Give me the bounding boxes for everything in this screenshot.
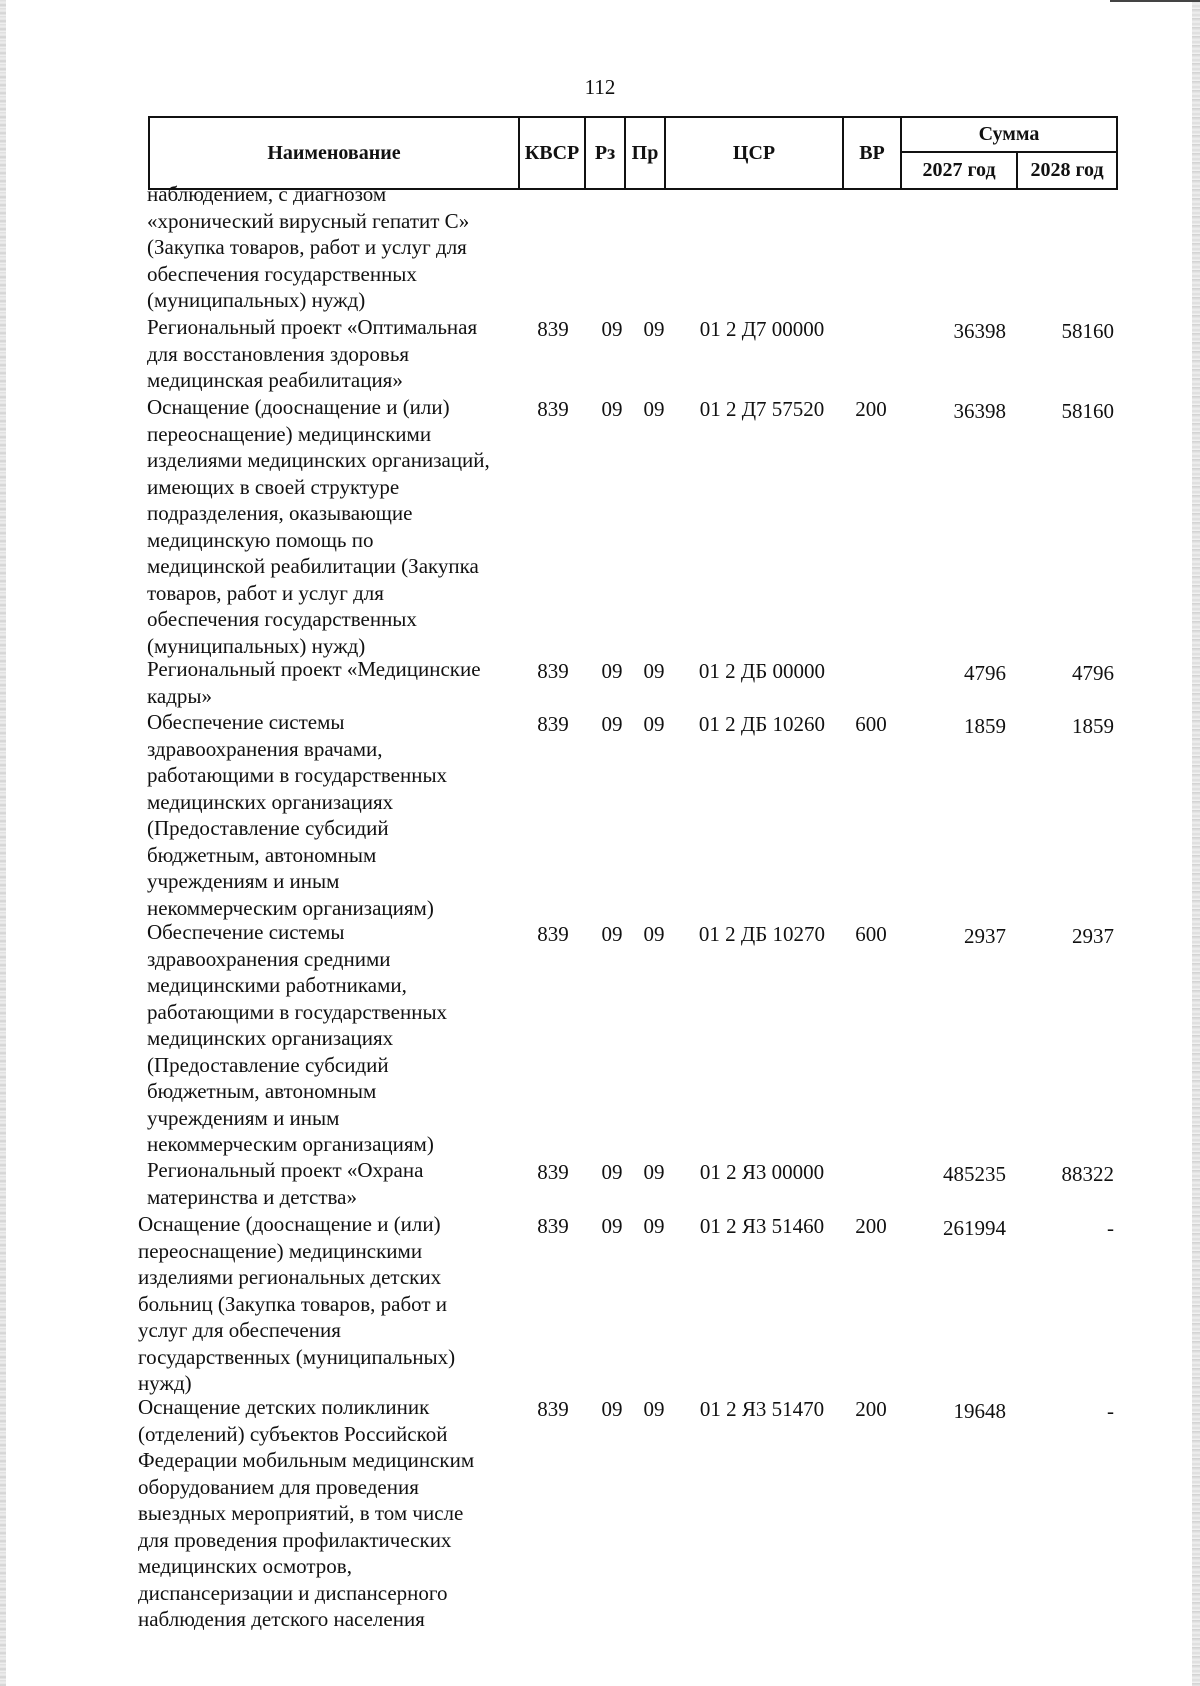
cell-vr: 200 xyxy=(855,397,887,421)
cell-pr: 09 xyxy=(643,1214,665,1238)
header-pr: Пр xyxy=(625,117,665,189)
cell-csr: 01 2 ДБ 00000 xyxy=(698,659,826,683)
row-name-line: имеющих в своей структуре xyxy=(147,474,400,499)
cell-pr: 09 xyxy=(643,922,665,946)
cell-rz: 09 xyxy=(601,397,623,421)
cell-2027: 1859 xyxy=(964,714,1006,738)
row-name-line: медицинских осмотров, xyxy=(138,1554,352,1578)
cell-2027: 485235 xyxy=(943,1162,1006,1186)
row-name-line: учреждениям и иным xyxy=(147,1105,340,1130)
cell-2028: 58160 xyxy=(1061,399,1114,423)
cell-2027: 19648 xyxy=(953,1399,1006,1423)
row-name-line: оборудованием для проведения xyxy=(138,1474,419,1499)
cell-kvsr: 839 xyxy=(537,317,569,341)
row-name-line: Оснащение детских поликлиник xyxy=(138,1395,430,1419)
row-name-line: для восстановления здоровья xyxy=(147,341,410,366)
cell-vr: 600 xyxy=(855,922,887,946)
cell-kvsr: 839 xyxy=(537,397,569,421)
page-number: 112 xyxy=(584,75,616,99)
cell-kvsr: 839 xyxy=(537,712,569,736)
scan-edge-right xyxy=(1192,0,1200,1686)
cell-rz: 09 xyxy=(601,317,623,341)
row-name-line: Федерации мобильным медицинским xyxy=(138,1448,475,1472)
cell-vr: 200 xyxy=(855,1214,887,1238)
cell-vr: 200 xyxy=(855,1397,887,1421)
row-name-line: для проведения профилактических xyxy=(138,1527,452,1552)
cell-2027: 261994 xyxy=(943,1216,1006,1240)
cell-kvsr: 839 xyxy=(537,659,569,683)
cell-2027: 4796 xyxy=(964,661,1006,685)
cell-rz: 09 xyxy=(601,1214,623,1238)
row-name-line: товаров, работ и услуг для xyxy=(147,580,384,605)
row-name-line: медицинской реабилитации (Закупка xyxy=(147,554,479,578)
cell-kvsr: 839 xyxy=(537,1397,569,1421)
cell-2028: 1859 xyxy=(1072,714,1114,738)
cell-rz: 09 xyxy=(601,1160,623,1184)
row-name-line: кадры» xyxy=(147,683,212,708)
row-name-line: обеспечения государственных xyxy=(147,261,417,286)
header-kvsr: КВСР xyxy=(519,117,585,189)
row-name-line: Региональный проект «Охрана xyxy=(147,1158,424,1182)
row-name-line: (муниципальных) нужд) xyxy=(147,633,366,658)
row-name-line: изделиями медицинских организаций, xyxy=(147,448,490,472)
cell-pr: 09 xyxy=(643,317,665,341)
row-name-line: наблюдения детского населения xyxy=(138,1607,425,1631)
cell-2027: 36398 xyxy=(953,399,1006,423)
cell-rz: 09 xyxy=(601,659,623,683)
cell-2028: 4796 xyxy=(1072,661,1114,685)
cell-2027: 2937 xyxy=(964,924,1006,948)
cell-rz: 09 xyxy=(601,1397,623,1421)
cell-csr: 01 2 Я3 00000 xyxy=(699,1160,825,1184)
row-name-line: медицинских организациях xyxy=(147,1026,394,1050)
cell-csr: 01 2 Я3 51460 xyxy=(699,1214,825,1238)
row-name-line: бюджетным, автономным xyxy=(147,842,377,867)
row-name-line: обеспечения государственных xyxy=(147,607,417,631)
header-sum: Сумма xyxy=(901,117,1117,152)
row-name-line: медицинская реабилитация» xyxy=(147,368,403,392)
row-name-line: Региональный проект «Медицинские xyxy=(147,657,481,681)
header-year-2027: 2027 год xyxy=(901,152,1017,189)
row-name-line: (Предоставление субсидий xyxy=(147,816,389,840)
header-year-2028: 2028 год xyxy=(1017,152,1117,189)
row-name-line: учреждениям и иным xyxy=(147,869,340,893)
cell-2028: - xyxy=(1107,1399,1114,1423)
cell-kvsr: 839 xyxy=(537,1160,569,1184)
row-name-line: изделиями региональных детских xyxy=(138,1265,442,1289)
row-name-line: переоснащение) медицинскими xyxy=(138,1238,423,1263)
cell-2028: 2937 xyxy=(1072,924,1114,948)
row-name-line: бюджетным, автономным xyxy=(147,1079,377,1103)
row-name-line: услуг для обеспечения xyxy=(138,1318,341,1342)
row-name-line: (отделений) субъектов Российской xyxy=(138,1421,448,1446)
cell-2027: 36398 xyxy=(953,319,1006,343)
cell-csr: 01 2 ДБ 10260 xyxy=(698,712,826,736)
row-name-line: Региональный проект «Оптимальная xyxy=(147,315,478,339)
header-vr: ВР xyxy=(843,117,901,189)
row-name-line: наблюдением, с диагнозом xyxy=(147,182,387,206)
cell-csr: 01 2 Д7 57520 xyxy=(699,397,825,421)
header-csr: ЦСР xyxy=(665,117,843,189)
scan-edge-left xyxy=(0,0,6,1686)
cell-pr: 09 xyxy=(643,712,665,736)
scan-top-line xyxy=(1110,0,1200,2)
row-name-line: Оснащение (дооснащение и (или) xyxy=(138,1212,441,1236)
row-name-line: некоммерческим организациям) xyxy=(147,895,434,920)
cell-rz: 09 xyxy=(601,712,623,736)
cell-pr: 09 xyxy=(643,1160,665,1184)
cell-2028: 88322 xyxy=(1061,1162,1114,1186)
row-name-line: Обеспечение системы xyxy=(147,920,345,944)
cell-2028: 58160 xyxy=(1061,319,1114,343)
row-name-line: некоммерческим организациям) xyxy=(147,1132,434,1156)
header-rz: Рз xyxy=(585,117,625,189)
row-name-line: медицинскую помощь по xyxy=(147,527,374,552)
row-name-line: государственных (муниципальных) xyxy=(138,1344,456,1369)
header-name: Наименование xyxy=(149,117,519,189)
cell-vr: 600 xyxy=(855,712,887,736)
cell-kvsr: 839 xyxy=(537,1214,569,1238)
row-name-line: (Закупка товаров, работ и услуг для xyxy=(147,235,467,259)
cell-kvsr: 839 xyxy=(537,922,569,946)
cell-2028: - xyxy=(1107,1216,1114,1240)
row-name-line: больниц (Закупка товаров, работ и xyxy=(138,1291,448,1316)
cell-rz: 09 xyxy=(601,922,623,946)
cell-pr: 09 xyxy=(643,397,665,421)
row-name-line: Обеспечение системы xyxy=(147,710,345,734)
cell-csr: 01 2 Д7 00000 xyxy=(699,317,825,341)
row-name-line: переоснащение) медицинскими xyxy=(147,421,432,446)
row-name-line: материнства и детства» xyxy=(147,1184,357,1209)
row-name-line: диспансеризации и диспансерного xyxy=(138,1580,448,1605)
row-name-line: подразделения, оказывающие xyxy=(147,501,413,525)
row-name-line: Оснащение (дооснащение и (или) xyxy=(147,395,450,419)
row-name-line: работающими в государственных xyxy=(147,763,448,787)
table-header xyxy=(148,116,1118,190)
row-name-line: нужд) xyxy=(138,1371,192,1395)
row-name-line: медицинскими работниками, xyxy=(147,973,407,997)
row-name-line: (Предоставление субсидий xyxy=(147,1052,389,1077)
row-name-line: «хронический вирусный гепатит С» xyxy=(147,208,470,233)
cell-csr: 01 2 Я3 51470 xyxy=(699,1397,825,1421)
row-name-line: выездных мероприятий, в том числе xyxy=(138,1501,464,1525)
row-name-line: здравоохранения врачами, xyxy=(147,736,383,761)
cell-csr: 01 2 ДБ 10270 xyxy=(698,922,826,946)
cell-pr: 09 xyxy=(643,659,665,683)
row-name-line: работающими в государственных xyxy=(147,999,448,1024)
row-name-line: медицинских организациях xyxy=(147,789,394,814)
row-name-line: (муниципальных) нужд) xyxy=(147,288,366,312)
cell-pr: 09 xyxy=(643,1397,665,1421)
row-name-line: здравоохранения средними xyxy=(147,946,391,971)
